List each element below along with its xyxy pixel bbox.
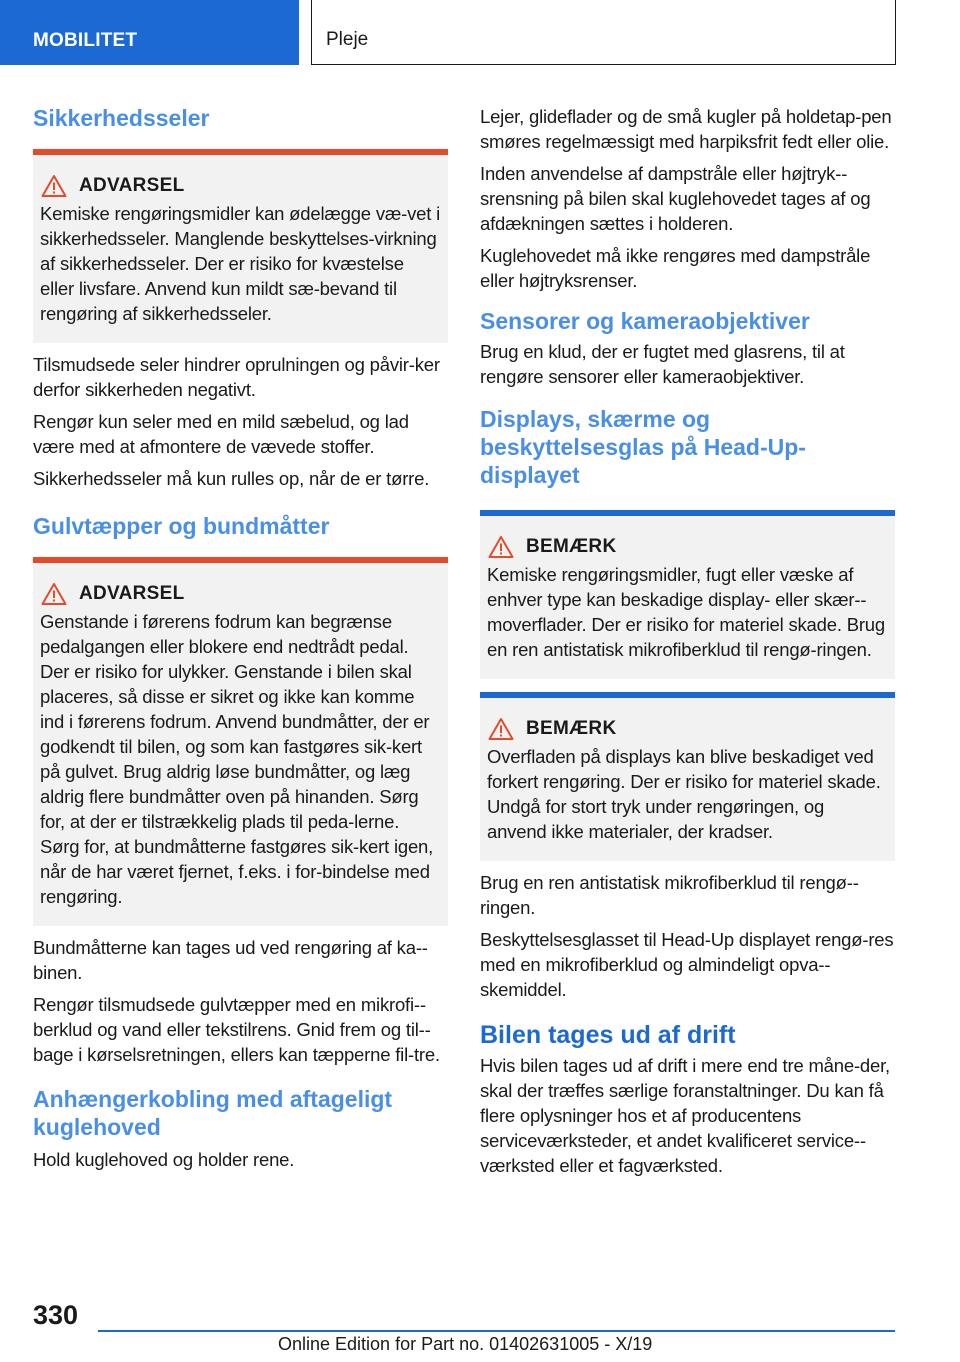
heading-hitch: Anhængerkobling med aftageligt kuglehoved	[33, 1086, 393, 1140]
note-text: Overfladen på displays kan blive beskadiget ved forkert rengøring. Der er risiko for materiel skade. Undgå for stort tryk under rengøringen, og anvend ikke materialer, der kradser.	[487, 746, 881, 842]
left-column	[33, 96, 448, 1172]
warning-box-carpets	[33, 557, 448, 926]
note-text: Kemiske rengøringsmidler, fugt eller væske af enhver type kan beskadige display- eller skær-moverflader. Der er risiko for materiel skade. Brug en ren antistatisk mikrofiberklud til rengø-ringen.	[487, 564, 885, 660]
paragraph: Tilsmudsede seler hindrer oprulningen og påvir-ker derfor sikkerheden negativt.	[33, 354, 440, 400]
warning-header	[40, 581, 440, 607]
warning-triangle-icon	[41, 174, 67, 198]
paragraph: Sikkerhedsseler må kun rulles op, når de er tørre.	[33, 468, 430, 489]
chapter-tab: Pleje	[311, 0, 896, 65]
paragraph: Bundmåtterne kan tages ud ved rengøring af ka-binen.	[33, 937, 428, 983]
page-footer	[0, 1290, 960, 1362]
warning-triangle-icon	[41, 582, 67, 606]
note-header	[487, 534, 887, 560]
warning-title: ADVARSEL	[79, 583, 185, 604]
warning-text: Genstande i førerens fodrum kan begrænse pedalgangen eller blokere end nedtrådt pedal. Der er risiko for ulykker. Genstande i bilen skal placeres, så disse er sikret og ikke kan komme ind i førerens fodrum. Anvend bundmåtter, der er godkendt til bilen, og som kan fastgøres sik-kert på gulvet. Brug aldrig løse bundmåtter, og læg aldrig flere bundmåtter oven på hinanden. Sørg for, at der er tilstrækkelig plads til peda-lerne. Sørg for, at bundmåtterne fastgøres sik-kert igen, når de har været fjernet, f.eks. i for-bindelse med rengøring.	[40, 611, 434, 907]
section-tab: MOBILITET	[0, 0, 299, 65]
warning-box-seatbelts	[33, 149, 448, 343]
paragraph: Kuglehovedet må ikke rengøres med dampstråle eller højtryksrenser.	[480, 245, 871, 291]
paragraph: Brug en ren antistatisk mikrofiberklud til rengø-ringen.	[480, 872, 859, 918]
warning-triangle-icon	[488, 717, 514, 741]
paragraph: Lejer, glideflader og de små kugler på holdetap-pen smøres regelmæssigt med harpiksfrit fedt eller olie.	[480, 106, 892, 152]
heading-carpets: Gulvtæpper og bundmåtter	[33, 513, 330, 539]
warning-text: Kemiske rengøringsmidler kan ødelægge væ-vet i sikkerhedsseler. Manglende beskyttelses-virkning af sikkerhedsseler. Der er risiko for kvæstelse eller livsfare. Anvend kun mildt sæ-bevand til rengøring af sikkerhedsseler.	[40, 203, 441, 324]
note-title: BEMÆRK	[526, 536, 617, 557]
footer-divider	[98, 1330, 895, 1332]
right-column	[480, 96, 895, 1178]
note-box-displays-2	[480, 692, 895, 861]
paragraph: Hold kuglehoved og holder rene.	[33, 1149, 295, 1170]
paragraph: Beskyttelsesglasset til Head-Up displayet rengø-res med en mikrofiberklud og almindeligt opva-skemiddel.	[480, 929, 894, 1000]
paragraph: Hvis bilen tages ud af drift i mere end tre måne-der, skal der træffes særlige foranstaltninger. Du kan få flere oplysninger hos et af producentens serviceværksteder, et andet kvalificeret service-værksted eller et fagværksted.	[480, 1055, 890, 1176]
page-header	[0, 0, 960, 66]
note-title: BEMÆRK	[526, 718, 617, 739]
warning-header	[40, 173, 440, 199]
page-number: 330	[33, 1300, 79, 1330]
heading-seatbelts: Sikkerhedsseler	[33, 105, 210, 131]
edition-text: Online Edition for Part no. 01402631005 - X/19	[278, 1334, 653, 1354]
paragraph: Rengør tilsmudsede gulvtæpper med en mikrofi-berklud og vand eller tekstilrens. Gnid frem og til-bage i kørselsretningen, ellers kan tæpperne fil-tre.	[33, 994, 440, 1065]
paragraph: Rengør kun seler med en mild sæbelud, og lad være med at afmontere de vævede stoffer.	[33, 411, 409, 457]
warning-triangle-icon	[488, 535, 514, 559]
note-header	[487, 716, 887, 742]
heading-sensors: Sensorer og kameraobjektiver	[480, 308, 810, 334]
note-box-displays-1	[480, 510, 895, 679]
heading-decommission: Bilen tages ud af drift	[480, 1021, 736, 1049]
heading-displays: Displays, skærme og beskyttelsesglas på Head-Up-displayet	[480, 406, 806, 488]
paragraph: Inden anvendelse af dampstråle eller højtryk-srensning på bilen skal kuglehovedet tages af og afdækningen sættes i holderen.	[480, 163, 871, 234]
paragraph: Brug en klud, der er fugtet med glasrens, til at rengøre sensorer eller kameraobjektiver.	[480, 341, 845, 387]
warning-title: ADVARSEL	[79, 175, 185, 196]
